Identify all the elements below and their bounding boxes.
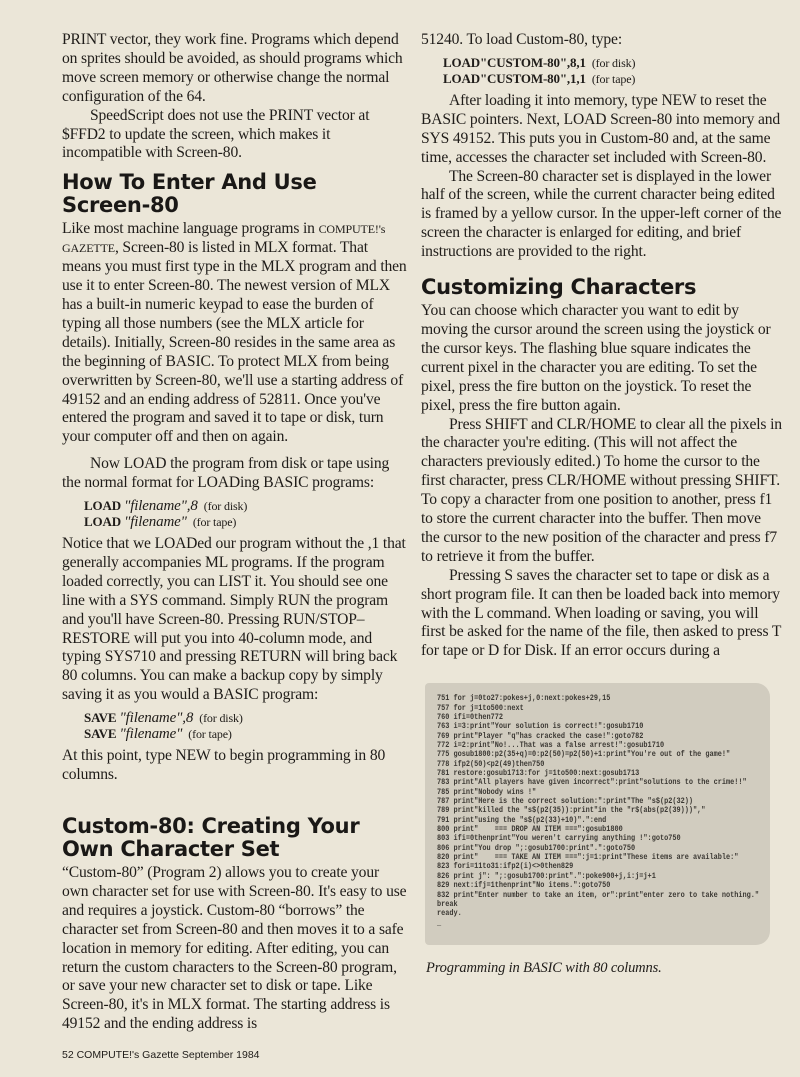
code-command: LOAD"CUSTOM-80",8,1 [443,54,586,70]
code-note: (for disk) [199,711,243,726]
code-note: (for tape) [188,727,232,742]
paragraph: After loading it into memory, type NEW to reset the BASIC pointers. Next, LOAD Screen-80 into memory and SYS 49152. This puts you in Custom-80 and, at the same time, accesses the character set included with Screen-80. [421,91,781,166]
paragraph: Now LOAD the program from disk or tape using the normal format for LOADing BASIC programs: [62,455,390,492]
paragraph [62,220,407,447]
page-footer: 52 COMPUTE!'s Gazette September 1984 [62,1049,260,1062]
paragraph: “Custom-80” (Program 2) allows you to create your own character set for use with Screen-80. It's easy to use and requires a joystick. Custom-80 “borrows” the character set from Screen-80 and then moves it to a safe location in memory for editing. After editing, you can return the custom characters to the Screen-80 program, or save your new character set to disk or tape. Like Screen-80, it's in MLX format. The starting address is 49152 and the ending address is [62,864,407,1033]
paragraph: Press SHIFT and CLR/HOME to clear all the pixels in the character you're editing. (This will not affect the characters previously edited.) To home the cursor to the first character, press CLR/HOME without pressing SHIFT. To copy a character from one position to another, press f1 to store the current character into the buffer. Then move the cursor to the new position of the character and press f7 to retrieve it from the buffer. [421,415,782,565]
save-code-example [84,710,407,742]
code-argument: "filename" [124,514,187,531]
screenshot-80-column-basic [425,683,770,945]
paragraph: PRINT vector, they work fine. Programs which depend on sprites should be avoided, as should programs which move screen memory or otherwise change the normal configuration of the 64. [62,31,403,105]
custom80-load-example [443,55,783,87]
code-line [443,55,783,71]
section-heading: Customizing Characters [421,275,697,300]
paragraph: Notice that we LOADed our program without the ,1 that generally accompanies ML programs. If the program loaded correctly, you can LIST it. You should see one line with a SYS command. Simply RUN the program and you'll have Screen-80. Pressing RUN/STOP–RESTORE will put you into 40-column mode, and typing SYS710 and pressing RETURN will bring back 80 columns. You can make a backup copy by simply saving it as you would a BASIC program: [62,535,406,704]
text-run: , Screen-80 is listed in MLX format. That means you must first type in the MLX program and then use it to enter Screen-80. The newest version of MLX has a built-in numeric keypad to ease the burden of typing all those numbers (see the MLX article for details). Initially, Screen-80 resides in the same area as the beginning of BASIC. To protect MLX from being overwritten by Screen-80, we'll use a starting address of 49152 and an ending address of 52811. Once you've entered the program and saved it to tape or disk, turn your computer off and then on again. [62,239,407,446]
code-command: LOAD [84,498,125,514]
code-note: (for disk) [591,55,636,70]
paragraph: Pressing S saves the character set to tape or disk as a short program file. It can then be loaded back into memory with the L command. When loading or saving, you will first be asked for the name of the file, then asked to press T for tape or D for Disk. If an error occurs during a [421,566,781,660]
code-note: (for tape) [591,71,636,86]
paragraph: 51240. To load Custom-80, type: [421,31,623,48]
figure-caption: Programming in BASIC with 80 columns. [426,960,662,977]
code-line [84,726,407,742]
paragraph: You can choose which character you want to edit by moving the cursor around the screen using the joystick or the cursor keys. The flashing blue square indicates the current pixel in the character you are editing. To set the pixel, press the fire button on the joystick. To reset the pixel, press the fire button again. [421,302,771,414]
code-argument: "filename" [119,726,183,743]
section-heading: How To Enter And Use Screen-80 [62,170,317,218]
code-command: SAVE [84,726,120,742]
code-command: SAVE [84,710,120,726]
code-line [84,710,407,726]
paragraph: At this point, type NEW to begin programming in 80 columns. [62,747,386,784]
code-argument: "filename",8 [119,710,194,727]
right-column [421,31,783,977]
code-command: LOAD"CUSTOM-80",1,1 [443,70,586,86]
code-argument: "filename",8 [124,498,198,515]
basic-listing: 751 for j=0to27:pokes+j,0:next:pokes+29,15 757 for j=1to500:next 760 ifi=0then772 763 i=3:print"Your solution is correct!":gosub1710 769 print"Player "q"has cracked the case!":goto782 772 i=2:print"No!...That was a false arrest!":gosub1710 775 gosub1800:p2(35+q)=0:p2(50)=p2(50)+1:print"You're out of the game!" 778 ifp2(50)<p2(49)then750 781 restore:gosub1713:for j=1to500:next:gosub1713 783 print"All players have given incorrect":print"solutions to the crime!!" 785 print"Nobody wins !" 787 print"Here is the correct solution:":print"The "s$(p2(32)) 789 print"killed the "s$(p2(35)):print"in the "r$(abs(p2(39)))"," 791 print"using the "s$(p2(33)+10)".":end 800 print" === DROP AN ITEM ===":gosub1800 803 ifi=0thenprint"You weren't carrying anything !":goto750 806 print"You drop ";:gosub1700:print".":goto750 820 print" === TAKE AN ITEM ===":j=1:print"These items are available:" 823 fori=11to31:ifp2(i)<>0then829 826 print j": ";:gosub1700:print".":poke900+j,i:j=j+1 829 next:ifj=1thenprint"No items.":goto750 832 print"Enter number to take an item, or":print"enter zero to take nothing." break ready. _ [437,694,760,928]
load-code-example [84,498,407,530]
left-column [62,31,407,1062]
paragraph: SpeedScript does not use the PRINT vector at $FFD2 to update the screen, which makes it incompatible with Screen-80. [62,106,370,162]
code-note: (for tape) [192,515,237,530]
code-line [84,514,407,530]
text-run: COMPUTE!'s GAZETTE [62,222,386,256]
section-heading: Custom-80: Creating Your Own Character Set [62,814,360,861]
code-line [443,71,783,87]
code-command: LOAD [84,514,125,530]
code-note: (for disk) [203,499,248,514]
code-line [84,498,407,514]
text-run: Like most machine language programs in [62,220,319,238]
paragraph: The Screen-80 character set is displayed in the lower half of the screen, while the current character being edited is framed by a yellow cursor. In the upper-left corner of the screen the character is enlarged for editing, and brief instructions are provided to the right. [421,167,782,261]
